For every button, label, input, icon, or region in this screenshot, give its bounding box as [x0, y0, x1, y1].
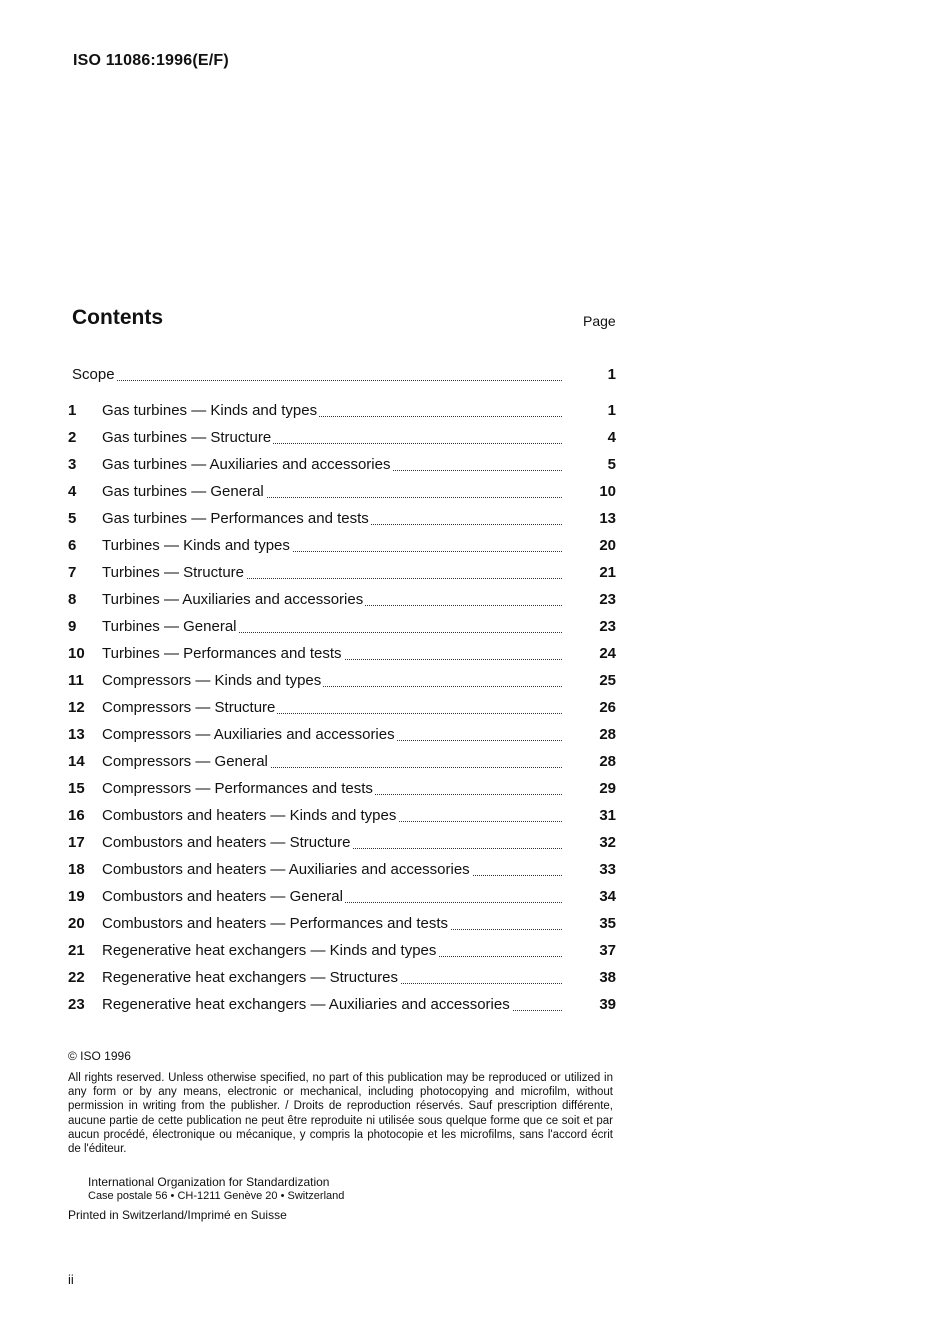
- document-id: ISO 11086:1996(E/F): [73, 52, 229, 69]
- toc-row[interactable]: [68, 778, 616, 800]
- toc-row[interactable]: [68, 886, 616, 908]
- toc-entry-label: Gas turbines — Auxiliaries and accessories: [102, 456, 391, 473]
- toc-entry-number: 17: [68, 834, 85, 851]
- copyright-line: © ISO 1996: [68, 1049, 131, 1063]
- toc-entry-number: 21: [68, 942, 85, 959]
- toc-entry-page: 28: [599, 753, 616, 770]
- toc-entry-text: [102, 859, 562, 881]
- toc-entry-label: Gas turbines — General: [102, 483, 264, 500]
- page-column-label: Page: [583, 313, 616, 329]
- toc-entry-label: Turbines — Performances and tests: [102, 645, 342, 662]
- toc-row[interactable]: [68, 832, 616, 854]
- toc-entry-number: 4: [68, 483, 77, 500]
- toc-entry-page: 37: [599, 942, 616, 959]
- toc-entry-page: 5: [607, 456, 616, 473]
- toc-row[interactable]: [68, 994, 616, 1016]
- printed-in-note: Printed in Switzerland/Imprimé en Suisse: [68, 1208, 287, 1222]
- toc-row[interactable]: [68, 670, 616, 692]
- toc-row[interactable]: [68, 859, 616, 881]
- contents-title: Contents: [72, 306, 163, 329]
- toc-entry-label: Turbines — Auxiliaries and accessories: [102, 591, 364, 608]
- toc-entry-label: Gas turbines — Structure: [102, 429, 272, 446]
- toc-entry-text: [102, 481, 562, 503]
- toc-entry-page: 13: [599, 510, 616, 527]
- toc-entry-label: Compressors — Kinds and types: [102, 672, 322, 689]
- toc-entry-text: [102, 967, 562, 989]
- toc-entry-page: 1: [607, 402, 616, 419]
- organization-name: International Organization for Standardization: [88, 1175, 330, 1189]
- toc-entry-text: [102, 643, 562, 665]
- toc-row[interactable]: [68, 589, 616, 611]
- toc-entry-label: Combustors and heaters — Kinds and types: [102, 807, 397, 824]
- toc-entry-text: [102, 994, 562, 1016]
- toc-entry-label: Compressors — Performances and tests: [102, 780, 373, 797]
- toc-entry-label: Combustors and heaters — General: [102, 888, 343, 905]
- toc-entry-page: 25: [599, 672, 616, 689]
- toc-entry-page: 39: [599, 996, 616, 1013]
- toc-entry-number: 10: [68, 645, 85, 662]
- toc-entry-label: Turbines — Structure: [102, 564, 244, 581]
- toc-row[interactable]: [68, 940, 616, 962]
- toc-row[interactable]: [68, 481, 616, 503]
- toc-entry-number: 2: [68, 429, 77, 446]
- toc-entry-page: 1: [607, 366, 616, 383]
- toc-entry-number: 20: [68, 915, 85, 932]
- toc-entry-page: 28: [599, 726, 616, 743]
- toc-entry-number: 5: [68, 510, 77, 527]
- toc-entry-text: [102, 886, 562, 908]
- toc-entry-text: [102, 697, 562, 719]
- toc-entry-page: 29: [599, 780, 616, 797]
- toc-entry-text: [102, 778, 562, 800]
- toc-entry-number: 11: [68, 672, 84, 689]
- toc-entry-label: Gas turbines — Kinds and types: [102, 402, 318, 419]
- toc-entry-number: 9: [68, 618, 77, 635]
- toc-entry-number: 8: [68, 591, 77, 608]
- toc-row[interactable]: [68, 454, 616, 476]
- toc-entry-page: 24: [599, 645, 616, 662]
- toc-entry-label: Scope: [72, 366, 115, 383]
- toc-row[interactable]: [68, 724, 616, 746]
- toc-entry-text: [72, 364, 562, 386]
- toc-row[interactable]: [68, 643, 616, 665]
- toc-row[interactable]: [68, 751, 616, 773]
- toc-row[interactable]: [68, 508, 616, 530]
- toc-entry-text: [102, 724, 562, 746]
- toc-entry-label: Turbines — Kinds and types: [102, 537, 290, 554]
- toc-entry-text: [102, 535, 562, 557]
- toc-entry-page: 23: [599, 618, 616, 635]
- toc-entry-text: [102, 805, 562, 827]
- toc-entry-number: 16: [68, 807, 85, 824]
- toc-entry-text: [102, 832, 562, 854]
- toc-entry-page: 31: [599, 807, 616, 824]
- toc-entry-page: 23: [599, 591, 616, 608]
- toc-entry-number: 14: [68, 753, 85, 770]
- toc-entry-number: 18: [68, 861, 85, 878]
- toc-entry-label: Combustors and heaters — Structure: [102, 834, 351, 851]
- toc-entry-number: 15: [68, 780, 85, 797]
- page-number: ii: [68, 1272, 74, 1287]
- toc-entry-page: 35: [599, 915, 616, 932]
- toc-entry-label: Turbines — General: [102, 618, 237, 635]
- toc-entry-label: Combustors and heaters — Auxiliaries and accessories: [102, 861, 470, 878]
- toc-entry-text: [102, 751, 562, 773]
- toc-entry-text: [102, 454, 562, 476]
- toc-entry-number: 23: [68, 996, 85, 1013]
- toc-entry-text: [102, 400, 562, 422]
- toc-entry-page: 4: [607, 429, 616, 446]
- toc-entry-page: 26: [599, 699, 616, 716]
- rights-notice: All rights reserved. Unless otherwise specified, no part of this publication may be reproduced or utilized in any form or by any means, electronic or mechanical, including photocopying and microfilm, without permission in writing from the publisher. / Droits de reproduction réservés. Sauf prescription différente, aucune partie de cette publication ne peut être reproduite ni utilisée sous quelque forme que ce soit et par aucun procédé, électronique ou mécanique, y compris la photocopie et les microfilms, sans l'accord écrit de l'éditeur.: [68, 1072, 613, 1156]
- toc-entry-label: Compressors — General: [102, 753, 268, 770]
- toc-entry-text: [102, 589, 562, 611]
- toc-row[interactable]: [68, 967, 616, 989]
- toc-row[interactable]: [68, 805, 616, 827]
- toc-entry-number: 1: [68, 402, 77, 419]
- toc-row[interactable]: [68, 562, 616, 584]
- toc-row[interactable]: [68, 400, 616, 422]
- toc-entry-text: [102, 670, 562, 692]
- toc-entry-label: Compressors — Auxiliaries and accessories: [102, 726, 395, 743]
- toc-entry-label: Regenerative heat exchangers — Structures: [102, 969, 398, 986]
- toc-entry-label: Regenerative heat exchangers — Kinds and types: [102, 942, 437, 959]
- toc-row[interactable]: [68, 697, 616, 719]
- toc-entry-label: Regenerative heat exchangers — Auxiliaries and accessories: [102, 996, 510, 1013]
- toc-row[interactable]: [68, 427, 616, 449]
- toc-row[interactable]: [68, 913, 616, 935]
- toc-entry-number: 12: [68, 699, 85, 716]
- toc-entry-number: 19: [68, 888, 85, 905]
- toc-row[interactable]: [68, 616, 616, 638]
- toc-scope-row[interactable]: [68, 364, 616, 386]
- toc-entry-page: 32: [599, 834, 616, 851]
- toc-entry-page: 20: [599, 537, 616, 554]
- toc-entry-text: [102, 508, 562, 530]
- toc-entry-page: 10: [599, 483, 616, 500]
- toc-row[interactable]: [68, 535, 616, 557]
- toc-entry-text: [102, 616, 562, 638]
- toc-entry-number: 13: [68, 726, 85, 743]
- toc-entry-page: 34: [599, 888, 616, 905]
- toc-entry-page: 21: [599, 564, 616, 581]
- toc-entry-number: 6: [68, 537, 77, 554]
- toc-entry-label: Compressors — Structure: [102, 699, 276, 716]
- toc-entry-page: 38: [599, 969, 616, 986]
- toc-entry-number: 3: [68, 456, 77, 473]
- toc-entry-text: [102, 562, 562, 584]
- toc-entry-text: [102, 940, 562, 962]
- toc-entry-page: 33: [599, 861, 616, 878]
- toc-entry-label: Combustors and heaters — Performances and tests: [102, 915, 448, 932]
- organization-address: Case postale 56 • CH-1211 Genève 20 • Switzerland: [88, 1190, 345, 1202]
- toc-entry-label: Gas turbines — Performances and tests: [102, 510, 369, 527]
- toc-entry-text: [102, 427, 562, 449]
- toc-entry-number: 7: [68, 564, 77, 581]
- toc-entry-number: 22: [68, 969, 85, 986]
- toc-entry-text: [102, 913, 562, 935]
